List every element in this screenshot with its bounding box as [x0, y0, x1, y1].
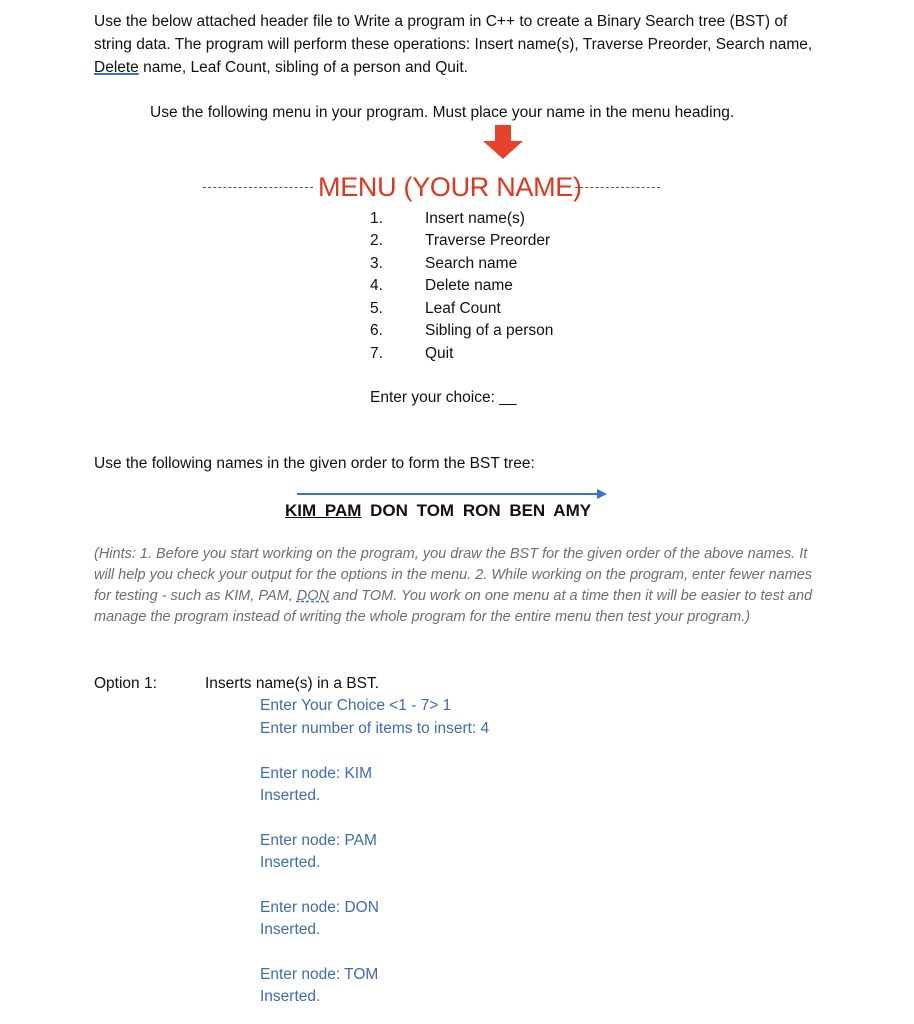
intro-paragraph [94, 10, 824, 79]
names-underlined: KIM PAM [285, 501, 362, 520]
output-line: Inserted. [260, 854, 321, 871]
hint-paragraph [94, 544, 824, 628]
menu-divider-left [203, 187, 313, 188]
menu-item-label: Insert name(s) [425, 210, 525, 227]
names-instruction: Use the following names in the given order to form the BST tree: [94, 455, 535, 472]
menu-item-label: Quit [425, 345, 454, 362]
names-sequence [285, 499, 591, 523]
hint-text-start: (Hints: 1. Before you start working on the program, you draw the BST for the given order of the above names. It will help you check your output for the options in the menu. 2. While working on the program, enter fewer names for testing - such as KIM, PAM, [94, 546, 813, 604]
menu-item-number: 3. [370, 255, 383, 272]
output-line: Enter Your Choice <1 - 7> 1 [260, 697, 452, 714]
menu-item-number: 5. [370, 300, 383, 317]
menu-instruction: Use the following menu in your program. Must place your name in the menu heading. [150, 104, 735, 121]
intro-text-end: name, Leaf Count, sibling of a person and Quit. [138, 59, 468, 76]
intro-delete-word: Delete [94, 59, 139, 76]
menu-item-label: Traverse Preorder [425, 232, 551, 249]
option-label: Option 1: [94, 675, 157, 692]
output-line: Enter node: DON [260, 899, 379, 916]
output-line: Enter node: KIM [260, 765, 373, 782]
menu-item-number: 6. [370, 322, 383, 339]
menu-item-number: 4. [370, 277, 383, 294]
menu-heading [0, 170, 914, 204]
menu-item-number: 7. [370, 345, 383, 362]
menu-item-label: Leaf Count [425, 300, 501, 317]
output-line: Enter node: PAM [260, 832, 377, 849]
output-line: Inserted. [260, 921, 321, 938]
menu-choice-prompt: Enter your choice: __ [370, 389, 517, 406]
names-rest: DON TOM RON BEN AMY [361, 501, 592, 520]
down-arrow-icon [483, 125, 523, 159]
output-line: Inserted. [260, 988, 321, 1005]
menu-item-label: Delete name [425, 277, 513, 294]
output-line: Inserted. [260, 787, 321, 804]
option-description: Inserts name(s) in a BST. [205, 675, 380, 692]
menu-item-label: Search name [425, 255, 518, 272]
menu-item-label: Sibling of a person [425, 322, 554, 339]
menu-item-number: 2. [370, 232, 383, 249]
hint-don-word: DON [296, 588, 330, 604]
menu-divider-right [575, 187, 660, 188]
hint-text-end: and TOM. You work on one menu at a time then it will be easier to test and manage the program instead of writing the whole program for the entire menu then test your program.) [94, 588, 813, 625]
output-line: Enter node: TOM [260, 966, 379, 983]
output-line: Enter number of items to insert: 4 [260, 720, 490, 737]
menu-item-number: 1. [370, 210, 383, 227]
menu-title: MENU (YOUR NAME) [318, 172, 582, 202]
intro-text-start: Use the below attached header file to Write a program in C++ to create a Binary Search tree (BST) of string data. The program will perform these operations: Insert name(s), Traverse Preorder, Search name, [94, 13, 813, 53]
